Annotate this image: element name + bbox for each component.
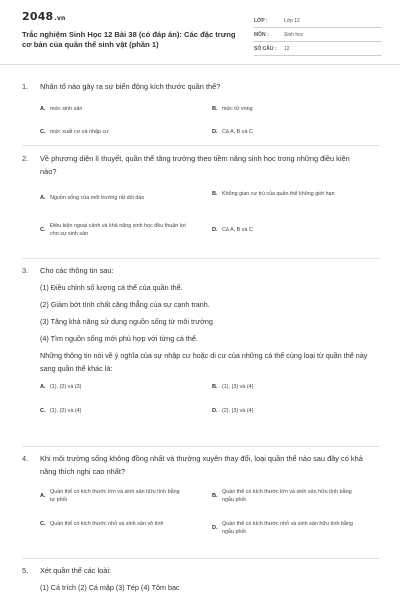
meta-label: SỐ CÂU : xyxy=(254,45,277,52)
option-a[interactable]: A. mức sinh sản xyxy=(40,106,83,112)
meta-value: Sinh học xyxy=(284,31,304,38)
option-b[interactable]: B. (1), (3) và (4) xyxy=(212,384,254,390)
meta-row-subject xyxy=(254,28,382,42)
info-line: (2) Giảm bớt tính chất căng thẳng của sự cạnh tranh. xyxy=(40,300,210,309)
page-title: Trắc nghiệm Sinh Học 12 Bài 38 (có đáp án): Các đặc trưng cơ bản của quần thể sinh vật (phần 1) xyxy=(22,30,236,49)
meta-value: Lớp 12 xyxy=(284,17,300,24)
option-c[interactable]: C. Điều kiện ngoại cảnh và khả năng sinh học đều thuận lợi cho sự sinh sản xyxy=(40,223,186,237)
meta-row-class xyxy=(254,14,382,28)
question-number: 4. xyxy=(22,454,29,463)
question-4 xyxy=(22,452,380,550)
option-a[interactable]: A. (1), (2) và (3) xyxy=(40,384,82,390)
option-a[interactable]: A. Quần thể có kích thước lớn và sinh sản hữu tính bằng tự phối xyxy=(40,489,180,503)
question-text: Khi môi trường sống không đồng nhất và thường xuyên thay đổi, loại quần thể nào sau đây có khả năng thích nghi cao nhất? xyxy=(40,454,363,476)
meta-label: LỚP : xyxy=(254,17,268,24)
question-text: Về phương diện lí thuyết, quần thể tăng trưởng theo tiềm năng sinh học trong những điều kiện nào? xyxy=(40,154,350,176)
question-1 xyxy=(22,80,380,141)
info-line: (3) Tăng khả năng sử dụng nguồn sống từ môi trường xyxy=(40,317,213,326)
info-line: (1) Cá trích (2) Cá mập (3) Tép (4) Tôm bạc xyxy=(40,583,180,592)
info-line: (1) Điều chỉnh số lượng cá thể của quần thể. xyxy=(40,283,183,292)
info-line: (4) Tìm nguồn sống mới phù hợp với từng cá thể. xyxy=(40,334,198,343)
option-d[interactable]: D. (2), (3) và (4) xyxy=(212,408,254,414)
question-divider xyxy=(22,145,380,146)
meta-row-count xyxy=(254,42,382,56)
option-d[interactable]: D. Cả A, B và C xyxy=(212,129,253,135)
option-b[interactable]: B. Không gian cư trú của quần thể không giới hạn xyxy=(212,191,335,197)
option-d[interactable]: D. Quần thể có kích thước nhỏ và sinh sản hữu tính bằng ngẫu phối xyxy=(212,521,353,535)
question-prompt: Những thông tin nói về ý nghĩa của sự nhập cư hoặc di cư của những cá thể cùng loại từ quần thể này sang quần thể khác là: xyxy=(40,351,368,373)
question-number: 5. xyxy=(22,566,29,575)
question-divider xyxy=(22,258,380,259)
question-5 xyxy=(22,564,380,596)
question-text: Nhân tố nào gây ra sự biến động kích thước quần thể? xyxy=(40,82,221,91)
meta-table xyxy=(254,14,382,56)
option-b[interactable]: B. mức tử vong xyxy=(212,106,253,112)
question-number: 1. xyxy=(22,82,29,91)
site-logo[interactable]: 2048.vn xyxy=(22,10,66,23)
question-divider xyxy=(22,558,380,559)
question-3 xyxy=(22,264,380,421)
header-divider xyxy=(0,64,400,65)
option-c[interactable]: C. Quần thể có kích thước nhỏ và sinh sản vô tính xyxy=(40,521,164,527)
meta-label: MÔN : xyxy=(254,31,269,38)
question-divider xyxy=(22,446,380,447)
document-header xyxy=(0,0,400,64)
option-a[interactable]: A. Nguồn sống của môi trường rất dồi dào xyxy=(40,195,145,201)
option-d[interactable]: D. Cả A, B và C xyxy=(212,227,253,233)
meta-value: 12 xyxy=(284,45,290,52)
question-number: 3. xyxy=(22,266,29,275)
question-2 xyxy=(22,152,380,248)
option-c[interactable]: C. mức xuất cư và nhập cư xyxy=(40,129,109,135)
option-c[interactable]: C. (1), (2) và (4) xyxy=(40,408,82,414)
question-number: 2. xyxy=(22,154,29,163)
option-b[interactable]: B. Quần thể có kích thước lớn và sinh sản hữu tính bằng ngẫu phối xyxy=(212,489,352,503)
question-text: Xét quần thể các loài: xyxy=(40,566,112,575)
question-text: Cho các thông tin sau: xyxy=(40,266,114,275)
